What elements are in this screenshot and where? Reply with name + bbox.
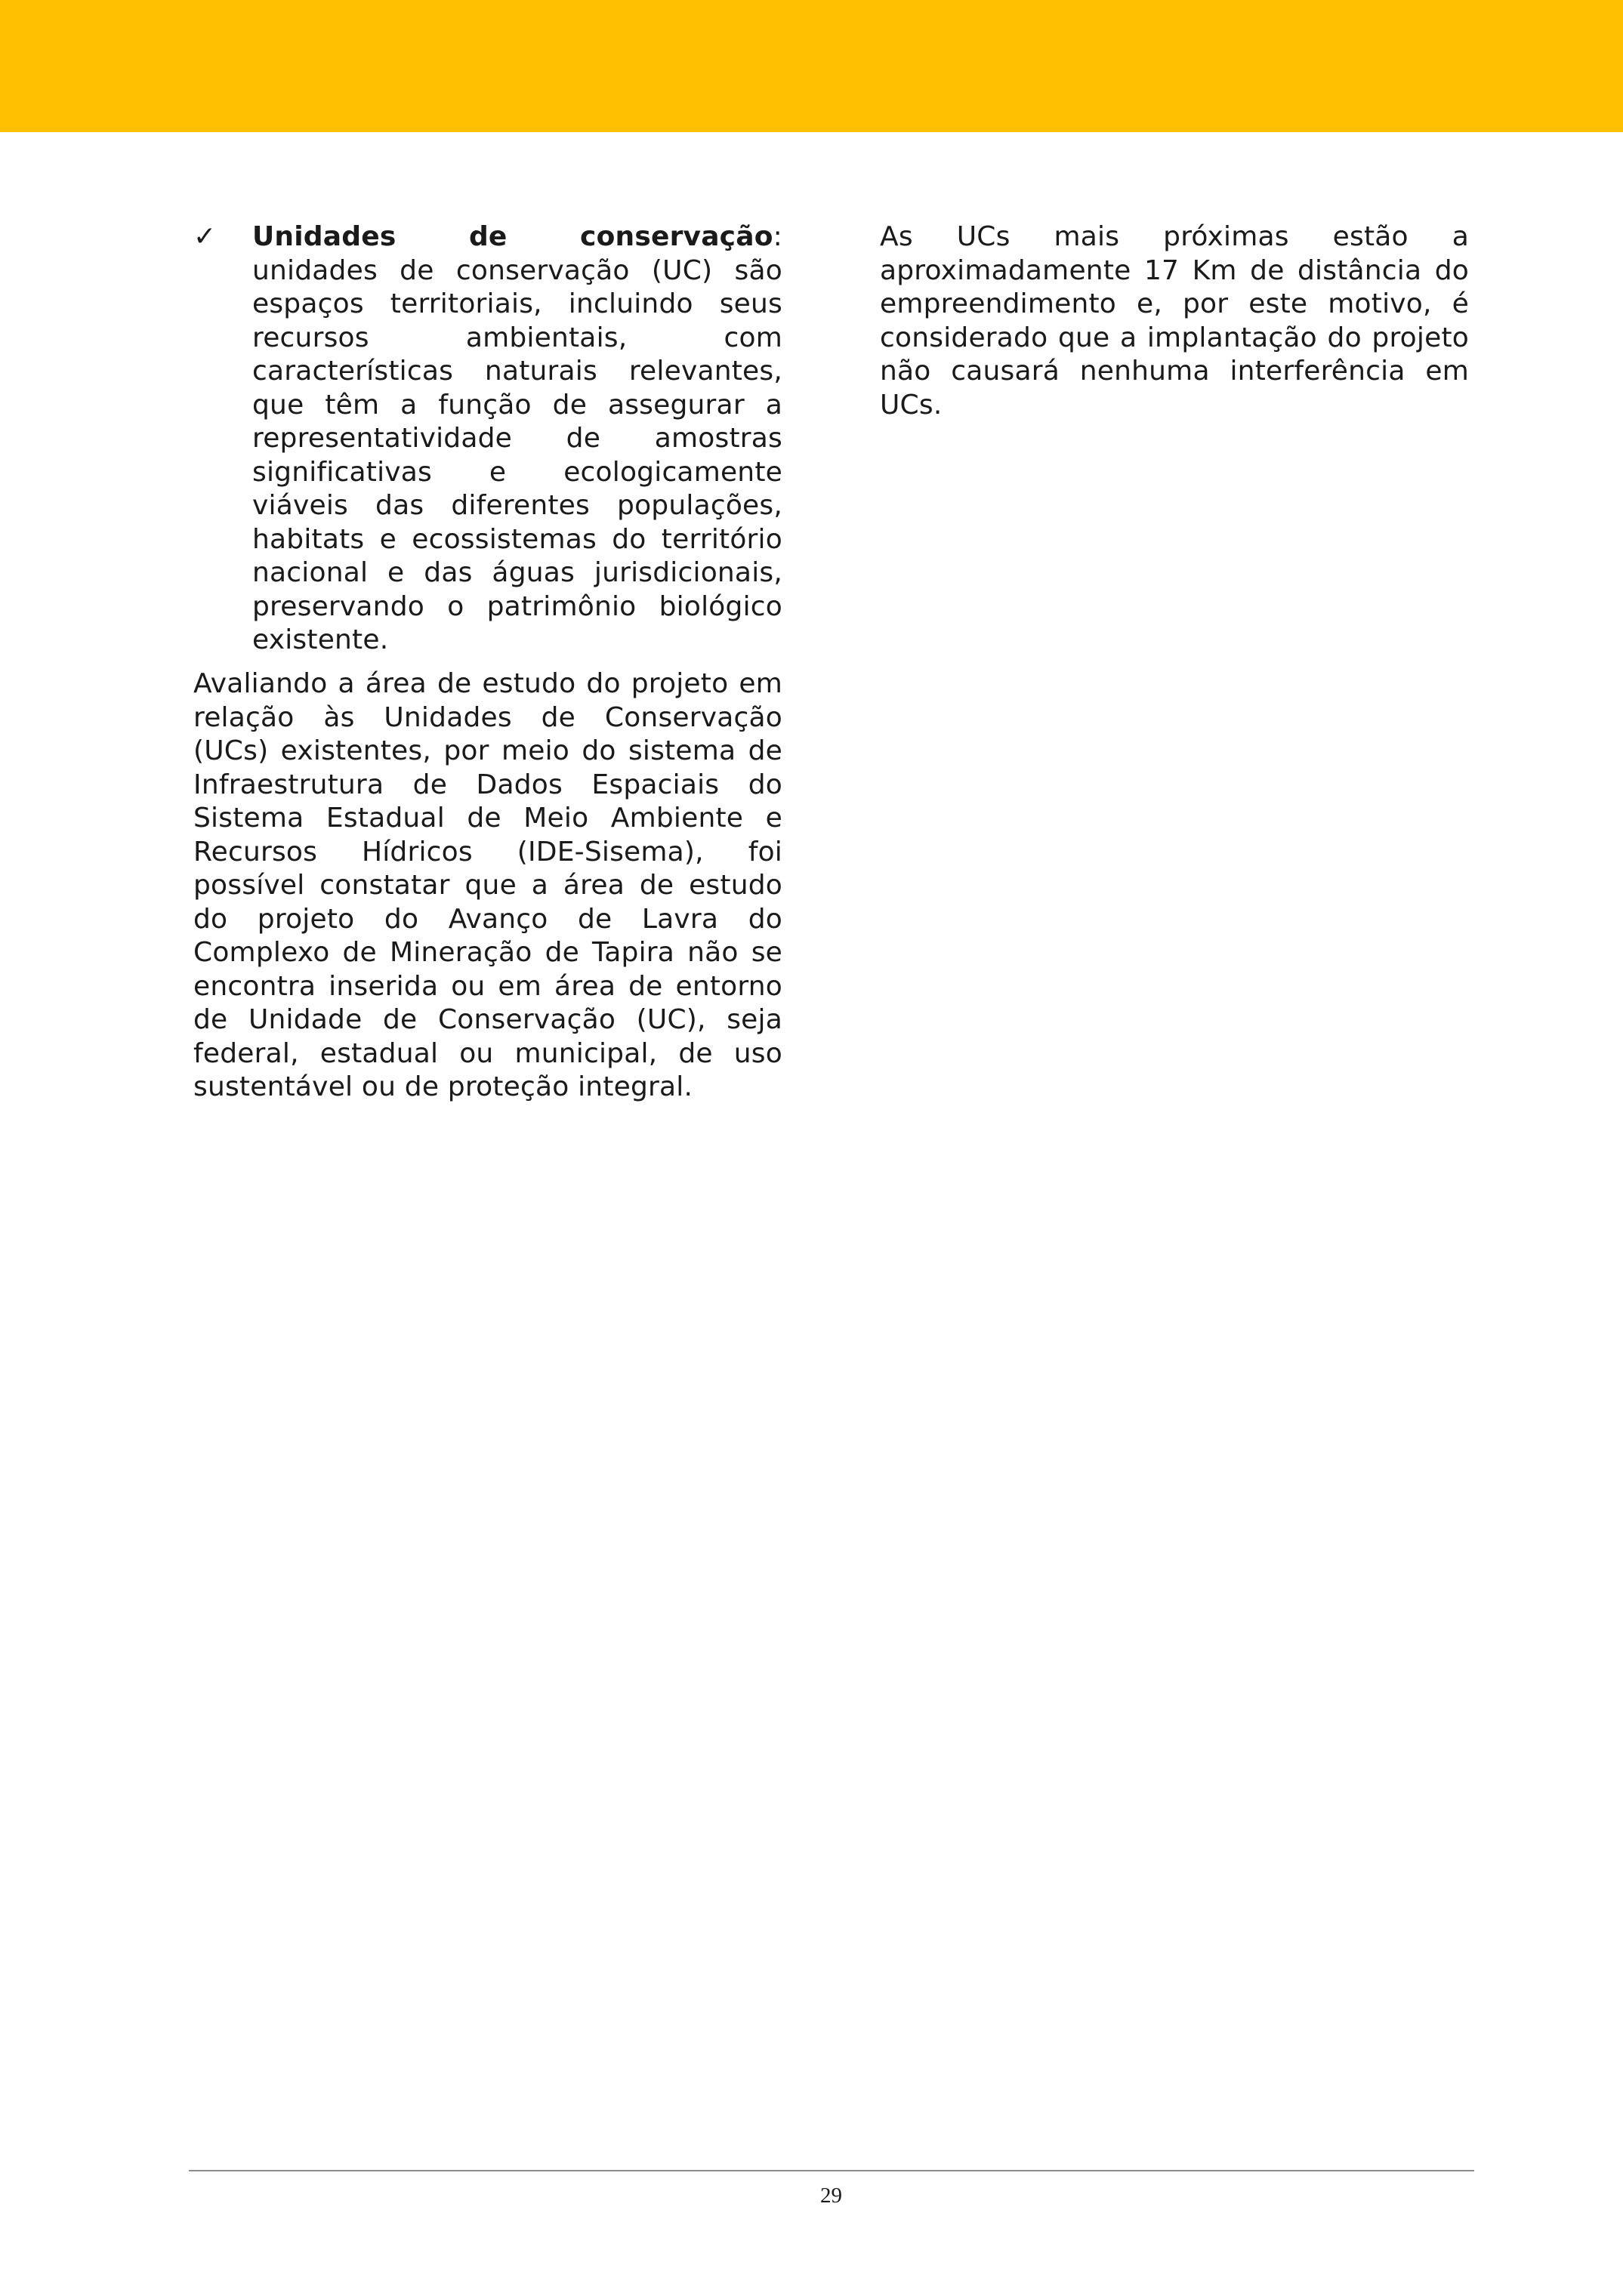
- check-icon: ✓: [193, 221, 217, 252]
- page-number: 29: [820, 2184, 842, 2208]
- header-band: [0, 0, 1623, 132]
- paragraph-left-text: Avaliando a área de estudo do projeto em relação às Unidades de Conservação (UCs) existentes, por meio do sistema de Infraestrutura de Dados Espaciais do Sistema Estadual de Meio Ambiente e Recursos Hídricos (IDE-Sisema), foi possível constatar que a área de estudo do projeto do Avanço de Lavra do Complexo de Mineração de Tapira não se encontra inserida ou em área de entorno de Unidade de Conservação (UC), seja federal, estadual ou municipal, de uso sustentável ou de proteção integral.: [193, 668, 782, 1102]
- paragraph-right-text: As UCs mais próximas estão a aproximadamente 17 Km de distância do empreendimento e, por este motivo, é considerado que a implantação do projeto não causará nenhuma interferência em UCs.: [880, 221, 1469, 421]
- bullet-definition: unidades de conservação (UC) são espaços territoriais, incluindo seus recursos ambientais, com características naturais relevantes, que têm a função de assegurar a representatividade de amostras significativas e ecologicamente viáveis das diferentes populações, habitats e ecossistemas do território nacional e das águas jurisdicionais, preservando o patrimônio biológico existente.: [252, 254, 782, 655]
- bullet-separator: :: [773, 221, 782, 252]
- footer-divider: [189, 2170, 1474, 2171]
- bullet-row: [193, 220, 782, 658]
- bullet-text: [252, 220, 782, 658]
- paragraph-right: [880, 220, 1469, 422]
- bullet-term: Unidades de conservação: [252, 221, 773, 252]
- paragraph-left: [193, 667, 782, 1105]
- bullet-item-unidades-de-conservacao: [193, 220, 782, 658]
